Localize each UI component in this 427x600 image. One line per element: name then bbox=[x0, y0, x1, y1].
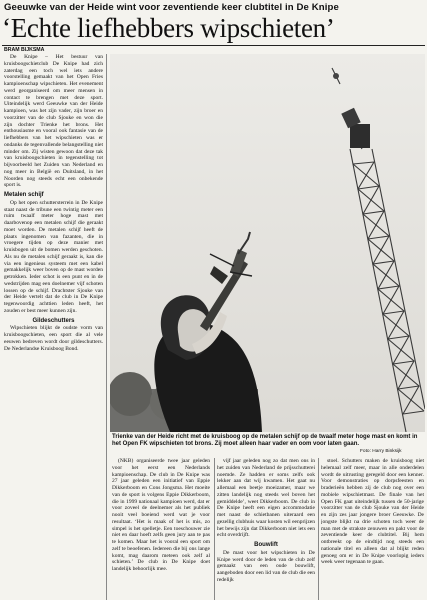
photo-credit: Foto: Harry Binksijk bbox=[360, 449, 402, 454]
column-divider bbox=[318, 458, 319, 600]
column-divider bbox=[214, 458, 215, 600]
body-paragraph: De mast voor het wipschieten in De Knipe werd door de leden van de club zelf gemaakt van een oude bouwlift, aangeboden door een lid van de club die een redelijk bbox=[217, 549, 315, 583]
body-paragraph: Wipschieten blijkt de oudste vorm van kruisboogschieten, een sport die al vele eeuwen bedreven wordt door gildeschutters. De Nederlandse Kruisboog Bond. bbox=[4, 325, 103, 352]
subhead-metalen-schijf: Metalen schijf bbox=[4, 192, 44, 198]
subhead-bouwlift: Bouwlift bbox=[254, 542, 278, 548]
headline-rule bbox=[2, 45, 425, 46]
lead-paragraph: De Knipe – Het bestuur van kruisboogschietclub De Knipe had zich zaterdag een toch wel iets andere voorstelling gemaakt van het Open Fries kampioenschap wipschieten. Het evenement werd georganiseerd om meer mensen in contact te brengen met deze sport. Uiteindelijk werd Geeuwke van der Heide kampioen, was het zijn vader, zijn broer en voorzitter van de club Sjouke en won die zijn dochter Trienke het brons. Het enthousiasme en vooral ook fantasie van de liefhebbers van het wipschieten was er ondanks de tegenvallende belangstelling niet minder om. Zij wisten gewoon dat deze tak van kruisboogschieten in tegenstelling tot bijvoorbeeld het Zuiden van Nederland en nog meer in België en Duitsland, in het Noorden nog steeds echt een onbekende sport is. bbox=[4, 54, 103, 189]
article-column-4 bbox=[321, 458, 424, 600]
kicker: Geeuwke van der Heide wint voor zeventiende keer clubtitel in De Knipe bbox=[4, 2, 339, 13]
body-paragraph: vijf jaar geleden nog zo dat men ons in het zuiden van Nederland de prijsschutterei noemde. Ze hadden er soms zelfs ook lekker aan dat wij kwamen. Het gaat nu allemaal een beetje moeizamer, maar we zitten landelijk nog steeds wel boven het gemiddelde’, weet Dikkerboom. De club in De Knipe heeft een eigen accommodatie met naast de schietbanen uiteraard een gezellig clubhuis waar kosten wil eenprijzen het bewijs zijn dat Dikkerboom niet iets een echt overdrijft. bbox=[217, 458, 315, 539]
byline: BRAM BIJKSMA bbox=[4, 47, 45, 53]
article-column-3 bbox=[217, 458, 315, 600]
body-paragraph: (NKB) organiseerde twee jaar geleden voor het eerst een Nederlands kampioenschap. De club in De Knipe was 27 jaar geleden een initiatief van Eppie Dikkerboom en Cons Jongsma. Het moeite van de sport is volgens Eppie Dikkerboom, die in 1999 nationaal kampioen werd, dat er voor zoveel de deelnemer als het publiek nooit veel boeiend werd wat je voor resultaat. ‘Het is maak of het is mis, zo simpel is het spelletje. Een toeschouwer zie niet en daar hoeft zelfs geen jury aan te pas te komen. Maar het is vooral een sport om zelf te beoefenen. Iedereen die bij ons lange komt, mag daarom meteen ook zelf al schieten.’ De club in De Knipe doet landelijk behoorlijk mee. bbox=[112, 458, 210, 572]
body-paragraph: stoel. Schutters maken de kruisboog niet helemaal zelf meer, maar in alle onderdelen wordt de uitrusting geregeld door een kenner. Voor demonstraties op dorpsfeesten en braderieën hebben zij de club nog over een mobiele wipschietmast. De finale van het Open FK gaat uiteindelijk tussen de 50-jarige voorzitter van de club Sjouke van der Heide en zijn zes jaar jongere broer Geeuwke. De jongste blijkt na drie schoten toch weer de man met de strakste zenuwen en pakt voor de zeventiende keer de clubtitel. Bij hem ontbreekt op de eindtijd nog steeds een nationale titel en alleen dat al blijkt reden genoeg om er in De Knipe voorlopig ieders week weer tegenaan te gaan. bbox=[321, 458, 424, 566]
photo-caption: Trienke van der Heide richt met de kruisboog op de metalen schijf op de twaalf meter hoge mast en komt in het Open FK wipschieten tot brons. Zij moet alleen haar vader en oom voor laten gaan. bbox=[112, 434, 418, 448]
wipschieten-photo-illustration bbox=[110, 54, 425, 432]
news-photo bbox=[110, 54, 425, 432]
article-column-2 bbox=[112, 458, 210, 600]
subhead-gildeschutters: Gildeschutters bbox=[32, 317, 75, 324]
headline: ‘Echte liefhebbers wipschieten’ bbox=[2, 13, 335, 43]
column-divider bbox=[106, 54, 107, 600]
body-paragraph: Op het open schuttersterrein in De Knipe staat naast de tribune een twintig meter een ruim twaalf meter hoge mast met daarbovenop een metalen schijf die geraakt moet worden. De metalen schijf heeft de plaats ingenomen van fazanten, die in vroegere tijden op deze manier met kruisbogen uit de bomen werden geschoten. Als nu de metalen schijf geraakt is, kan die via een ingenieus systeem met een kabel gemakkelijk weer boven op de mast worden getrokken. Ieder schot is een punt en in de wedstrijden mag een doelnemer vijf schoten lossen op de schijf. Drachtster Sjouke van der Heide vertelt dat de club in De Knipe tegenwoordig achttien leden heeft, het zouden er best meer kunnen zijn. bbox=[4, 199, 103, 314]
article-column-1 bbox=[4, 54, 103, 600]
